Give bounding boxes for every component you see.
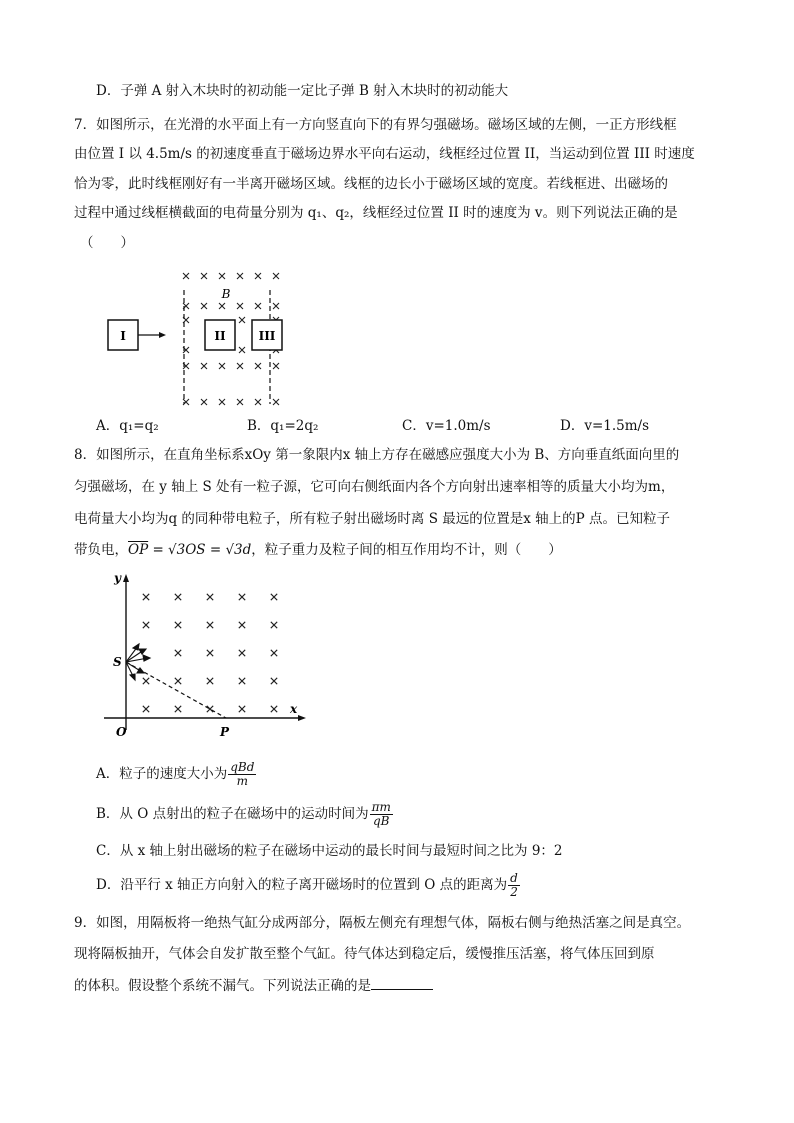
fraction-numerator: qBd — [230, 760, 255, 774]
origin-label: O — [116, 725, 127, 739]
q9-stem-line-2: 现将隔板抽开，气体会自发扩散至整个气缸。待气体达到稳定后，缓慢推压活塞，将气体压回到原 — [74, 946, 655, 962]
fraction-numerator: πm — [371, 800, 391, 814]
q7-stem-line-4: 过程中通过线框横截面的电荷量分别为 q₁、q₂，线框经过位置 II 时的速度为 v。则下列说法正确的是 — [74, 205, 678, 221]
cross-mark — [201, 303, 207, 309]
cross-mark — [239, 650, 245, 656]
q8-option-d-fraction — [508, 872, 520, 899]
cross-mark — [273, 363, 279, 369]
q7-option-d[interactable]: D．v=1.5m/s — [560, 418, 650, 434]
cross-mark — [237, 363, 243, 369]
q7-figure — [100, 262, 300, 412]
cross-mark — [219, 273, 225, 279]
cross-mark — [143, 594, 149, 600]
cross-mark — [255, 363, 261, 369]
x-axis-label: x — [290, 702, 298, 716]
q8-option-b-fraction — [370, 801, 393, 828]
cross-mark — [219, 363, 225, 369]
cross-mark — [273, 273, 279, 279]
y-axis-label: y — [114, 571, 121, 585]
cross-mark — [237, 399, 243, 405]
cross-mark — [201, 363, 207, 369]
q7-stem-line-2: 由位置 I 以 4.5m/s 的初速度垂直于磁场边界水平向右运动，线框经过位置 II，当运动到位置 III 时速度 — [74, 146, 695, 162]
fraction-numerator: d — [510, 871, 518, 885]
fraction-denominator: m — [236, 774, 249, 788]
fraction-denominator: 2 — [510, 885, 518, 899]
q8-figure — [104, 570, 314, 745]
cross-mark — [271, 678, 277, 684]
q9-answer-blank[interactable] — [371, 975, 433, 990]
x-axis-arrowhead — [298, 715, 306, 721]
cross-mark — [207, 650, 213, 656]
q9-stem-line-1: 9．如图，用隔板将一绝热气缸分成两部分，隔板左侧充有理想气体，隔板右侧与绝热活塞之间是真空。 — [74, 915, 691, 931]
cross-mark — [255, 273, 261, 279]
q8-equation: = √3OS = √3d — [148, 542, 252, 558]
cross-mark — [207, 594, 213, 600]
cross-mark — [219, 303, 225, 309]
q8-option-a-fraction — [228, 761, 256, 788]
q8-option-d[interactable] — [96, 871, 520, 899]
cross-mark — [237, 303, 243, 309]
q7-stem-line-1: 7．如图所示，在光滑的水平面上有一方向竖直向下的有界匀强磁场。磁场区域的左侧，一正方形线框 — [74, 117, 677, 133]
cross-mark — [207, 678, 213, 684]
q7-answer-paren: （ ） — [80, 235, 134, 251]
cross-mark — [219, 399, 225, 405]
q8-stem-line-2: 匀强磁场，在 y 轴上 S 处有一粒子源，它可向右侧纸面内各个方向射出速率相等的质量大小均为m， — [74, 479, 675, 495]
q8-line4-suffix: ，粒子重力及粒子间的相互作用均不计，则（ ） — [251, 542, 562, 558]
cross-mark — [239, 678, 245, 684]
cross-mark — [175, 650, 181, 656]
cross-mark — [255, 303, 261, 309]
cross-mark — [271, 622, 277, 628]
cross-mark — [175, 706, 181, 712]
cross-mark — [237, 273, 243, 279]
label-ii: II — [214, 329, 226, 343]
q7-option-b[interactable]: B．q₁=2q₂ — [247, 418, 319, 434]
cross-mark — [143, 706, 149, 712]
cross-mark — [183, 273, 189, 279]
q8-op-segment: $\overline{OP}$ — [128, 542, 149, 558]
cross-mark — [201, 399, 207, 405]
cross-mark — [239, 594, 245, 600]
q7-option-c[interactable]: C．v=1.0m/s — [402, 418, 491, 434]
cross-mark — [175, 594, 181, 600]
cross-mark — [239, 622, 245, 628]
y-axis-arrowhead — [123, 574, 129, 582]
label-i: I — [120, 329, 126, 343]
q7-options — [96, 414, 716, 434]
q7-option-a[interactable]: A．q₁=q₂ — [96, 418, 159, 434]
cross-mark — [271, 650, 277, 656]
cross-mark — [207, 706, 213, 712]
q8-option-a-text: A．粒子的速度大小为 — [96, 766, 228, 782]
fraction-denominator: qB — [372, 814, 390, 828]
cross-mark — [143, 622, 149, 628]
cross-mark — [239, 347, 245, 353]
q7-stem-line-3: 恰为零，此时线框刚好有一半离开磁场区域。线框的边长小于磁场区域的宽度。若线框进、出磁场的 — [74, 176, 668, 192]
cross-mark — [273, 303, 279, 309]
q8-option-b[interactable] — [96, 800, 393, 828]
cross-mark — [175, 622, 181, 628]
q8-option-a[interactable] — [96, 760, 256, 788]
cross-mark — [201, 273, 207, 279]
q9-stem-line-3 — [74, 975, 433, 996]
q8-option-d-text: D．沿平行 x 轴正方向射入的粒子离开磁场时的位置到 O 点的距离为 — [96, 877, 508, 893]
cross-mark — [175, 678, 181, 684]
cross-mark — [207, 622, 213, 628]
q8-option-b-text: B．从 O 点射出的粒子在磁场中的运动时间为 — [96, 806, 369, 822]
q8-option-c[interactable]: C．从 x 轴上射出磁场的粒子在磁场中运动的最长时间与最短时间之比为 9：2 — [96, 843, 563, 859]
q8-stem-line-4 — [74, 540, 562, 560]
q8-stem-line-1: 8．如图所示，在直角坐标系xOy 第一象限内x 轴上方存在磁感应强度大小为 B、方向垂直纸面向里的 — [74, 447, 680, 463]
emission-arrows — [126, 644, 150, 680]
cross-mark — [239, 317, 245, 323]
cross-mark — [143, 678, 149, 684]
q8-stem-line-3: 电荷量大小均为q 的同种带电粒子，所有粒子射出磁场时离 S 最远的位置是x 轴上的P 点。已知粒子 — [74, 511, 671, 527]
cross-mark — [273, 399, 279, 405]
cross-mark — [271, 706, 277, 712]
point-p-label: P — [220, 725, 230, 739]
source-label: S — [113, 655, 122, 669]
cross-mark — [239, 706, 245, 712]
cross-mark — [271, 594, 277, 600]
velocity-arrow-head — [159, 332, 166, 338]
label-iii: III — [258, 329, 276, 343]
q8-line4-prefix: 带负电， — [74, 542, 128, 558]
q6-option-d: D．子弹 A 射入木块时的初动能一定比子弹 B 射入木块时的初动能大 — [96, 83, 509, 99]
q8-field-crosses — [143, 594, 277, 712]
cross-mark — [255, 399, 261, 405]
q9-line3-text: 的体积。假设整个系统不漏气。下列说法正确的是 — [74, 978, 371, 994]
field-label-b: B — [221, 287, 231, 301]
